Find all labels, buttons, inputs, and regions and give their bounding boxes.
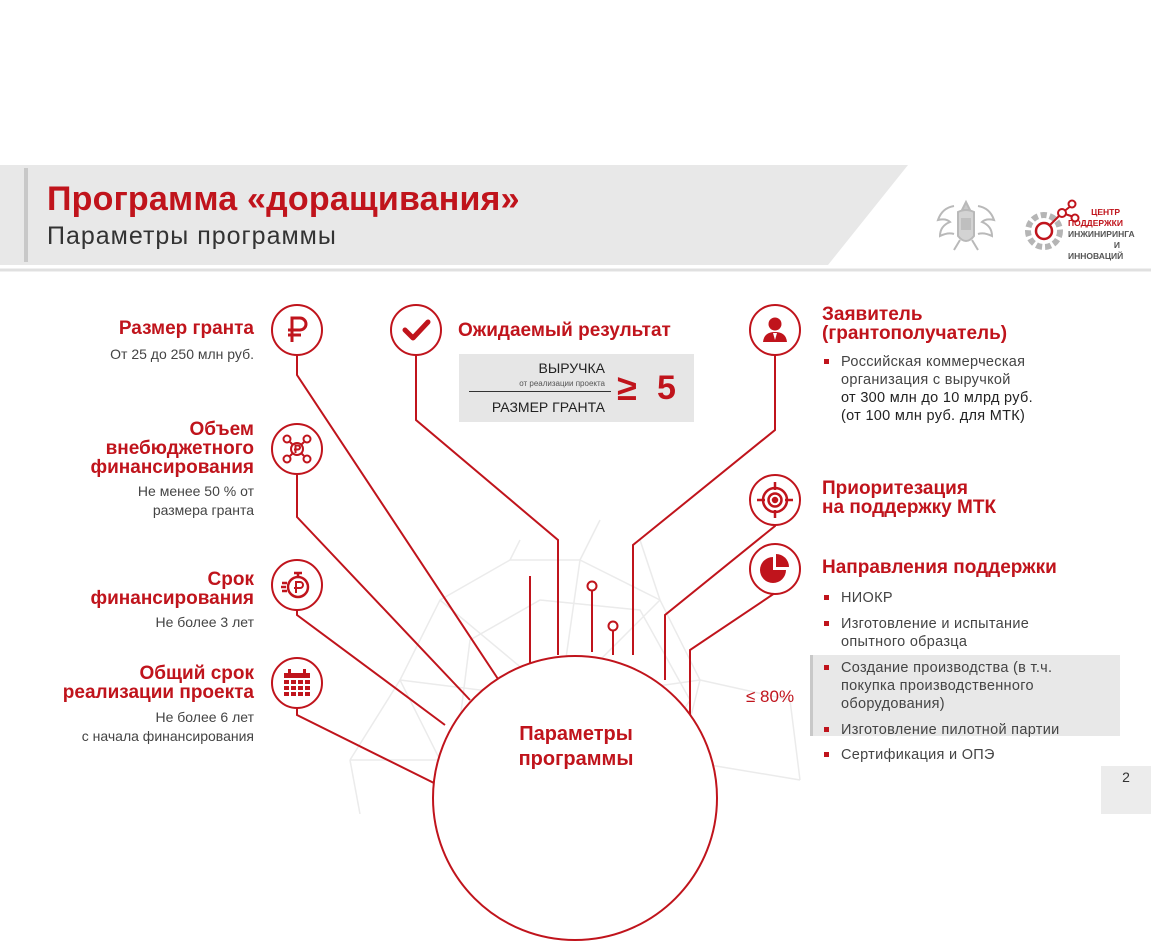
formula-denominator: РАЗМЕР ГРАНТА xyxy=(491,399,605,415)
center-logo-text: ЦЕНТР ПОДДЕРЖКИ ИНЖИНИРИНГА И ИННОВАЦИЙ xyxy=(1068,207,1135,261)
center-label: Параметры программы xyxy=(518,723,634,770)
grant-size-text: От 25 до 250 млн руб. xyxy=(110,346,254,362)
ruble-icon xyxy=(271,304,323,356)
funding-term-title: Срок финансирования xyxy=(90,569,254,609)
ruble-stopwatch-icon xyxy=(271,559,323,611)
list-item: Российская коммерческая организация с выручкой от 300 млн до 10 млрд руб. (от 100 млн руб. для МТК) xyxy=(822,353,1102,425)
limited-items-bracket xyxy=(810,655,813,736)
pie-chart-icon xyxy=(749,543,801,595)
list-item: Создание производства (в т.ч. покупка производственного оборудования) xyxy=(822,659,1122,713)
grant-size-title: Размер гранта xyxy=(118,318,254,339)
list-item: Изготовление пилотной партии xyxy=(822,721,1122,739)
checkmark-icon xyxy=(390,304,442,356)
formula-box xyxy=(459,354,694,422)
formula-fraction-line xyxy=(469,391,611,392)
total-term-title: Общий срок реализации проекта xyxy=(62,663,254,703)
center-circle xyxy=(432,655,718,941)
applicant-title: Заявитель (грантополучатель) xyxy=(822,304,1008,344)
target-icon xyxy=(749,474,801,526)
list-item: НИОКР xyxy=(822,589,1122,607)
directions-title: Направления поддержки xyxy=(822,557,1057,578)
directions-list xyxy=(822,589,1122,764)
applicant-description xyxy=(822,353,1102,425)
page-title: Программа «доращивания» xyxy=(47,180,520,218)
funding-term-text: Не более 3 лет xyxy=(155,614,254,630)
extra-funding-title: Объем внебюджетного финансирования xyxy=(90,419,254,478)
calendar-icon xyxy=(271,657,323,709)
extra-funding-text: Не менее 50 % от размера гранта xyxy=(137,483,254,518)
formula-numerator-note: от реализации проекта xyxy=(519,379,605,388)
expected-result-title: Ожидаемый результат xyxy=(458,320,671,341)
person-icon xyxy=(749,304,801,356)
limit-label: ≤ 80% xyxy=(746,687,795,706)
ruble-network-icon xyxy=(271,423,323,475)
list-item: Изготовление и испытание опытного образца xyxy=(822,615,1122,651)
list-item: Сертификация и ОПЭ xyxy=(822,746,1122,764)
formula-value: 5 xyxy=(657,369,676,407)
total-term-text: Не более 6 лет с начала финансирования xyxy=(81,709,254,744)
formula-operator: ≥ xyxy=(617,367,637,408)
formula-numerator: ВЫРУЧКА xyxy=(538,360,605,376)
page-number: 2 xyxy=(1101,766,1151,814)
priority-title: Приоритезация на поддержку МТК xyxy=(822,478,997,518)
page-subtitle: Параметры программы xyxy=(47,222,337,250)
